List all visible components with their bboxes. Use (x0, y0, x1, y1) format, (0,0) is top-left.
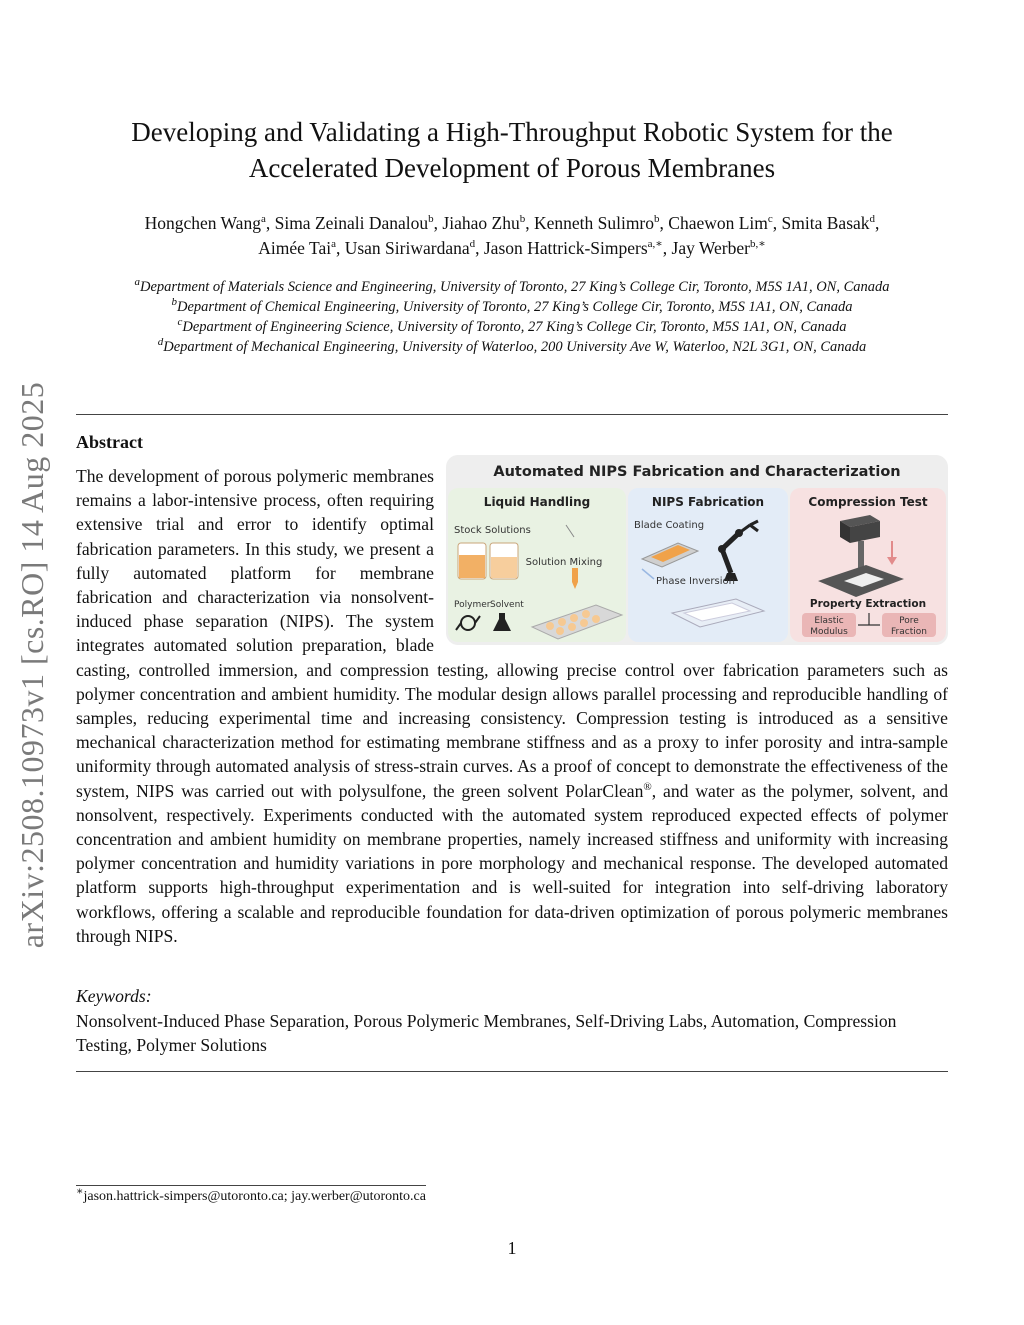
title-line-2: Accelerated Development of Porous Membranes (248, 153, 776, 183)
affiliations (76, 277, 948, 357)
graphical-abstract-figure (446, 455, 948, 645)
author-affiliation-mark: a (260, 213, 266, 226)
liquid-handling-title: Liquid Handling (483, 495, 591, 509)
footnote-email-text: jason.hattrick-simpers@utoronto.ca; jay.werber@utoronto.ca (83, 1189, 426, 1204)
affiliation-text: Department of Mechanical Engineering, University of Waterloo, 200 University Ave W, Waterloo, N2L 3G1, ON, Canada (163, 339, 867, 355)
author-name: Usan Siriwardana (344, 238, 470, 258)
top-divider (76, 414, 948, 415)
solution-mixing-label: Solution Mixing (525, 557, 603, 568)
affiliation-mark: a (134, 276, 140, 289)
author-line-2: Aimée Tai$^a$, Usan Siriwardana$^d$, Jason Hattrick-Simpers$^{a,∗}$, Jay Werber$^{b,∗}$ (258, 238, 766, 258)
affiliation-text: Department of Materials Science and Engineering, University of Toronto, 27 King’s College Cir, Toronto, M5S 1A1, ON, Canada (139, 279, 890, 295)
affiliation (76, 317, 948, 337)
author-name: Jiahao Zhu (442, 213, 520, 233)
blade-coating-label: Blade Coating (634, 520, 705, 531)
author-name: Smita Basak (781, 213, 870, 233)
author-affiliation-mark: a,∗ (647, 238, 663, 251)
author-list (76, 211, 948, 261)
affiliation-text: Department of Engineering Science, University of Toronto, 27 King’s College Cir, Toronto, M5S 1A1, ON, Canada (182, 319, 847, 335)
footnote-mark: ∗ (76, 1185, 84, 1198)
author-affiliation-mark: b (428, 213, 434, 226)
footnote-rule (76, 1185, 426, 1186)
affiliation-mark: c (177, 316, 183, 329)
affiliation-mark: b (171, 296, 178, 309)
page-number: 1 (507, 1238, 517, 1258)
paper-title (76, 114, 948, 186)
keywords-label: Keywords: (76, 986, 152, 1006)
author-name: Jay Werber (671, 238, 750, 258)
abstract-heading: Abstract (76, 432, 143, 452)
arxiv-identifier: arXiv:2508.10973v1 [cs.RO] 14 Aug 2025 (14, 381, 50, 949)
abstract-body (76, 464, 948, 948)
author-affiliation-mark: b (519, 213, 526, 226)
author-name: Hongchen Wang (144, 213, 261, 233)
title-line-1: Developing and Validating a High-Throughput Robotic System for the (131, 117, 893, 147)
author-name: Kenneth Sulimro (533, 213, 655, 233)
footnote (76, 1185, 426, 1205)
author-affiliation-mark: b,∗ (749, 238, 766, 251)
keywords-list: Nonsolvent-Induced Phase Separation, Porous Polymeric Membranes, Self-Driving Labs, Automation, Compression Testing, Polymer Solutions (76, 1011, 897, 1055)
author-affiliation-mark: a (331, 238, 336, 251)
nips-fabrication-title: NIPS Fabrication (651, 495, 765, 509)
author-affiliation-mark: d (869, 213, 876, 226)
author-name: Sima Zeinali Danalou (274, 213, 429, 233)
author-name: Jason Hattrick-Simpers (483, 238, 648, 258)
author-line-1: Hongchen Wang$^a$, Sima Zeinali Danalou$^b$, Jiahao Zhu$^b$, Kenneth Sulimro$^b$, Chaewon Lim$^c$, Smita Basak$^d$, (144, 213, 880, 233)
author-affiliation-mark: b (654, 213, 660, 226)
author-name: Chaewon Lim (668, 213, 768, 233)
bottom-divider (76, 1071, 948, 1072)
affiliation (76, 337, 948, 357)
elastic-modulus-label-line1: Elastic (814, 616, 844, 626)
abstract-text-part2: , and water as the polymer, solvent, and nonsolvent, respectively. Experiments conducted with the automated system reproduced expected effects of polymer concentration and ambient humidity on membrane properties, namely increased stiffness and uniformity with increasing polymer concentration and humidity variations in pore morphology and mechanical response. The developed automated platform supports high-throughput experimentation and is well-suited for integration into self-driving laboratory workflows, offering a scalable and reproducible foundation for data-driven optimization of porous polymeric membranes through NIPS. (76, 780, 948, 946)
solvent-label: Solvent (490, 600, 524, 610)
affiliation (76, 277, 948, 297)
pore-fraction-label-line1: Pore (899, 616, 919, 626)
phase-inversion-label: Phase Inversion (656, 576, 735, 587)
abstract-text-part1: The development of porous polymeric membranes remains a labor-intensive process, often requiring extensive trial and error to identify optimal fabrication parameters. In this study, we present a fully automated platform for membrane fabrication and characterization via nonsolvent-induced phase separation (NIPS). The system integrates automated solution preparation, blade casting, controlled immersion, and compression testing, allowing precise control over fabrication parameters such as polymer concentration and ambient humidity. The modular design allows parallel processing and reproducible handling of samples, reducing experimental time and increasing consistency. Compression testing is introduced as a sensitive mechanical characterization method for estimating membrane stiffness and as a proxy to infer porosity and intra-sample uniformity through automated analysis of stress-strain curves. As a proof of concept to demonstrate the effectiveness of the system, NIPS was carried out with polysulfone, the green solvent PolarClean (76, 466, 948, 801)
figure-title: Automated NIPS Fabrication and Characterization (493, 464, 901, 480)
affiliation-text: Department of Chemical Engineering, University of Toronto, 27 King’s College Cir, Toronto, M5S 1A1, ON, Canada (177, 299, 853, 315)
elastic-modulus-label-line2: Modulus (810, 627, 848, 637)
author-name: Aimée Tai (258, 238, 332, 258)
affiliation (76, 297, 948, 317)
author-affiliation-mark: c (767, 213, 773, 226)
polymer-label: Polymer (454, 600, 491, 610)
registered-mark: ® (643, 780, 652, 793)
affiliation-mark: d (157, 336, 164, 349)
property-extraction-label: Property Extraction (809, 598, 927, 610)
author-affiliation-mark: d (469, 238, 476, 251)
compression-test-title: Compression Test (808, 495, 928, 509)
stock-solutions-label: Stock Solutions (454, 525, 531, 536)
pore-fraction-label-line2: Fraction (891, 627, 927, 637)
